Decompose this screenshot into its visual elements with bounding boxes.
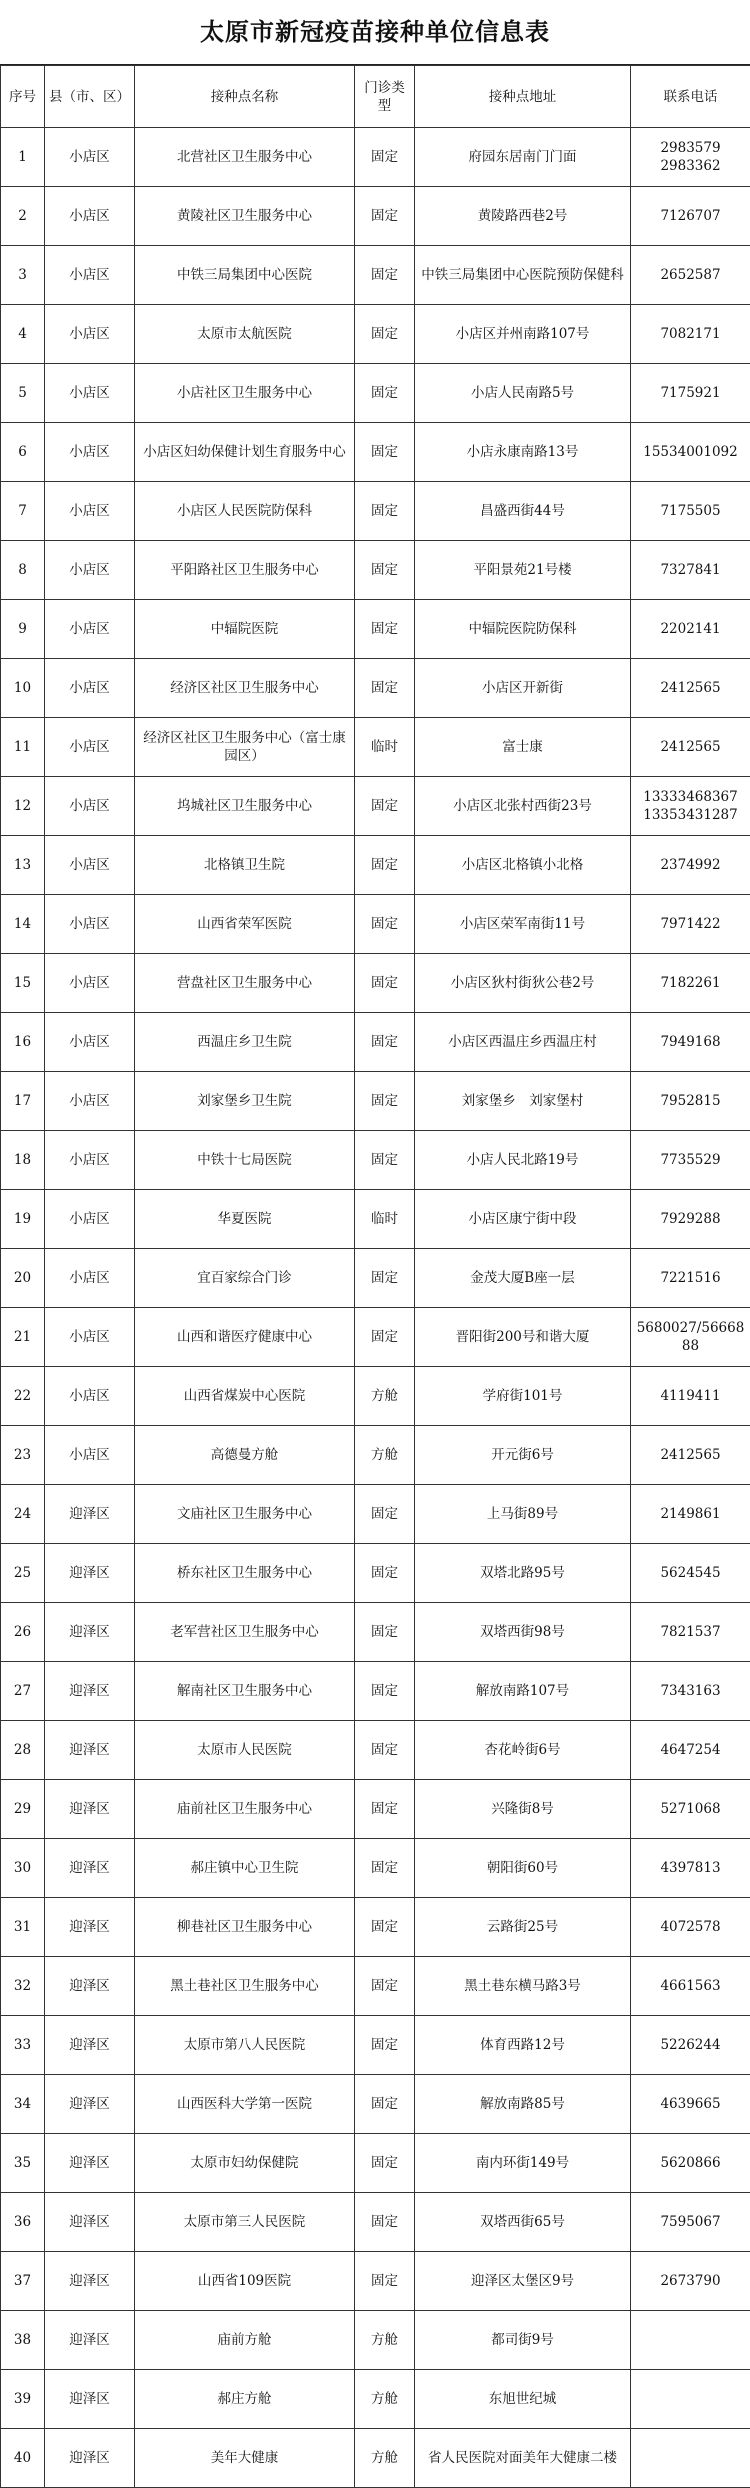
page-title: 太原市新冠疫苗接种单位信息表 — [0, 0, 750, 65]
row-district: 小店区 — [45, 364, 135, 423]
row-index: 8 — [1, 541, 45, 600]
row-index: 39 — [1, 2370, 45, 2429]
row-clinic-type: 固定 — [355, 2134, 415, 2193]
row-phone: 7949168 — [631, 1013, 750, 1072]
row-phone: 4639665 — [631, 2075, 750, 2134]
table-row — [1, 1308, 750, 1367]
row-site-name: 山西和谐医疗健康中心 — [135, 1308, 355, 1367]
table-row — [1, 2075, 750, 2134]
row-clinic-type: 固定 — [355, 1013, 415, 1072]
row-district: 迎泽区 — [45, 1544, 135, 1603]
row-phone: 7929288 — [631, 1190, 750, 1249]
row-address: 小店区北格镇小北格 — [415, 836, 631, 895]
row-phone: 7952815 — [631, 1072, 750, 1131]
row-address: 朝阳街60号 — [415, 1839, 631, 1898]
row-clinic-type: 固定 — [355, 423, 415, 482]
row-site-name: 黄陵社区卫生服务中心 — [135, 187, 355, 246]
row-address: 小店区西温庄乡西温庄村 — [415, 1013, 631, 1072]
row-index: 35 — [1, 2134, 45, 2193]
row-index: 36 — [1, 2193, 45, 2252]
row-clinic-type: 固定 — [355, 128, 415, 187]
row-clinic-type: 固定 — [355, 246, 415, 305]
row-clinic-type: 固定 — [355, 600, 415, 659]
row-site-name: 宜百家综合门诊 — [135, 1249, 355, 1308]
row-clinic-type: 固定 — [355, 1662, 415, 1721]
row-index: 24 — [1, 1485, 45, 1544]
row-site-name: 文庙社区卫生服务中心 — [135, 1485, 355, 1544]
row-clinic-type: 固定 — [355, 2075, 415, 2134]
row-phone: 7175921 — [631, 364, 750, 423]
row-phone: 13333468367 13353431287 — [631, 777, 750, 836]
table-row — [1, 1721, 750, 1780]
row-district: 小店区 — [45, 1249, 135, 1308]
row-index: 20 — [1, 1249, 45, 1308]
table-row — [1, 718, 750, 777]
row-phone: 5226244 — [631, 2016, 750, 2075]
row-clinic-type: 固定 — [355, 2193, 415, 2252]
row-address: 东旭世纪城 — [415, 2370, 631, 2429]
row-clinic-type: 临时 — [355, 1190, 415, 1249]
table-row — [1, 2193, 750, 2252]
row-district: 小店区 — [45, 895, 135, 954]
row-address: 解放南路107号 — [415, 1662, 631, 1721]
row-index: 21 — [1, 1308, 45, 1367]
row-site-name: 山西医科大学第一医院 — [135, 2075, 355, 2134]
table-row — [1, 2016, 750, 2075]
row-index: 38 — [1, 2311, 45, 2370]
row-site-name: 小店社区卫生服务中心 — [135, 364, 355, 423]
row-site-name: 北营社区卫生服务中心 — [135, 128, 355, 187]
row-district: 小店区 — [45, 659, 135, 718]
row-site-name: 太原市第八人民医院 — [135, 2016, 355, 2075]
row-clinic-type: 方舱 — [355, 1367, 415, 1426]
row-clinic-type: 固定 — [355, 1072, 415, 1131]
row-address: 小店区开新街 — [415, 659, 631, 718]
row-site-name: 经济区社区卫生服务中心 — [135, 659, 355, 718]
row-index: 9 — [1, 600, 45, 659]
row-site-name: 山西省荣军医院 — [135, 895, 355, 954]
row-address: 富士康 — [415, 718, 631, 777]
row-index: 4 — [1, 305, 45, 364]
row-address: 黄陵路西巷2号 — [415, 187, 631, 246]
row-site-name: 经济区社区卫生服务中心（富士康园区） — [135, 718, 355, 777]
row-index: 19 — [1, 1190, 45, 1249]
row-clinic-type: 固定 — [355, 659, 415, 718]
row-district: 小店区 — [45, 718, 135, 777]
row-district: 迎泽区 — [45, 2193, 135, 2252]
table-row — [1, 1603, 750, 1662]
row-clinic-type: 固定 — [355, 541, 415, 600]
row-phone: 2374992 — [631, 836, 750, 895]
row-phone: 2202141 — [631, 600, 750, 659]
row-site-name: 中铁三局集团中心医院 — [135, 246, 355, 305]
table-row — [1, 777, 750, 836]
row-district: 迎泽区 — [45, 1957, 135, 2016]
header-clinic-type: 门诊类型 — [355, 66, 415, 128]
table-body — [1, 128, 750, 2488]
header-district: 县（市、区） — [45, 66, 135, 128]
table-row — [1, 128, 750, 187]
row-district: 迎泽区 — [45, 2311, 135, 2370]
row-clinic-type: 临时 — [355, 718, 415, 777]
row-phone — [631, 2311, 750, 2370]
table-row — [1, 1367, 750, 1426]
row-index: 16 — [1, 1013, 45, 1072]
row-phone: 2983579 2983362 — [631, 128, 750, 187]
table-row — [1, 541, 750, 600]
row-address: 晋阳街200号和谐大厦 — [415, 1308, 631, 1367]
row-district: 迎泽区 — [45, 2370, 135, 2429]
row-district: 小店区 — [45, 541, 135, 600]
row-address: 黑土巷东横马路3号 — [415, 1957, 631, 2016]
row-phone: 4661563 — [631, 1957, 750, 2016]
table-row — [1, 1072, 750, 1131]
row-district: 小店区 — [45, 305, 135, 364]
row-address: 杏花岭街6号 — [415, 1721, 631, 1780]
header-index: 序号 — [1, 66, 45, 128]
row-clinic-type: 固定 — [355, 187, 415, 246]
row-index: 18 — [1, 1131, 45, 1190]
row-clinic-type: 固定 — [355, 305, 415, 364]
row-index: 11 — [1, 718, 45, 777]
row-index: 5 — [1, 364, 45, 423]
row-site-name: 华夏医院 — [135, 1190, 355, 1249]
row-address: 都司街9号 — [415, 2311, 631, 2370]
row-district: 小店区 — [45, 1013, 135, 1072]
table-row — [1, 1426, 750, 1485]
table-row — [1, 836, 750, 895]
row-site-name: 黑土巷社区卫生服务中心 — [135, 1957, 355, 2016]
row-address: 开元街6号 — [415, 1426, 631, 1485]
row-district: 迎泽区 — [45, 2016, 135, 2075]
header-site-name: 接种点名称 — [135, 66, 355, 128]
row-district: 迎泽区 — [45, 1721, 135, 1780]
row-index: 14 — [1, 895, 45, 954]
row-district: 小店区 — [45, 1190, 135, 1249]
row-clinic-type: 固定 — [355, 482, 415, 541]
row-index: 37 — [1, 2252, 45, 2311]
row-phone — [631, 2429, 750, 2488]
row-clinic-type: 固定 — [355, 1839, 415, 1898]
table-row — [1, 1780, 750, 1839]
table-row — [1, 1544, 750, 1603]
row-phone: 2412565 — [631, 659, 750, 718]
row-phone: 4397813 — [631, 1839, 750, 1898]
row-address: 中辐院医院防保科 — [415, 600, 631, 659]
table-row — [1, 246, 750, 305]
row-index: 32 — [1, 1957, 45, 2016]
row-index: 25 — [1, 1544, 45, 1603]
row-district: 迎泽区 — [45, 2252, 135, 2311]
row-index: 17 — [1, 1072, 45, 1131]
header-phone: 联系电话 — [631, 66, 750, 128]
table-row — [1, 659, 750, 718]
table-row — [1, 364, 750, 423]
row-clinic-type: 固定 — [355, 1780, 415, 1839]
row-index: 40 — [1, 2429, 45, 2488]
row-site-name: 郝庄镇中心卫生院 — [135, 1839, 355, 1898]
row-phone: 5624545 — [631, 1544, 750, 1603]
table-row — [1, 1898, 750, 1957]
header-address: 接种点地址 — [415, 66, 631, 128]
row-phone: 4119411 — [631, 1367, 750, 1426]
table-row — [1, 2134, 750, 2193]
row-index: 33 — [1, 2016, 45, 2075]
row-site-name: 小店区人民医院防保科 — [135, 482, 355, 541]
row-site-name: 太原市第三人民医院 — [135, 2193, 355, 2252]
row-address: 双塔北路95号 — [415, 1544, 631, 1603]
table-row — [1, 1485, 750, 1544]
row-district: 迎泽区 — [45, 2075, 135, 2134]
row-district: 小店区 — [45, 1367, 135, 1426]
row-clinic-type: 固定 — [355, 1603, 415, 1662]
row-site-name: 解南社区卫生服务中心 — [135, 1662, 355, 1721]
row-clinic-type: 固定 — [355, 1898, 415, 1957]
row-site-name: 美年大健康 — [135, 2429, 355, 2488]
row-phone: 5680027/5666888 — [631, 1308, 750, 1367]
row-site-name: 郝庄方舱 — [135, 2370, 355, 2429]
row-address: 小店区狄村街狄公巷2号 — [415, 954, 631, 1013]
row-phone: 4647254 — [631, 1721, 750, 1780]
row-index: 15 — [1, 954, 45, 1013]
row-address: 解放南路85号 — [415, 2075, 631, 2134]
row-phone: 7175505 — [631, 482, 750, 541]
row-phone: 2652587 — [631, 246, 750, 305]
row-index: 13 — [1, 836, 45, 895]
row-clinic-type: 方舱 — [355, 1426, 415, 1485]
row-phone: 5271068 — [631, 1780, 750, 1839]
row-address: 省人民医院对面美年大健康二楼 — [415, 2429, 631, 2488]
row-district: 迎泽区 — [45, 1662, 135, 1721]
row-site-name: 山西省煤炭中心医院 — [135, 1367, 355, 1426]
row-address: 昌盛西街44号 — [415, 482, 631, 541]
row-clinic-type: 方舱 — [355, 2370, 415, 2429]
row-district: 迎泽区 — [45, 1485, 135, 1544]
row-site-name: 太原市人民医院 — [135, 1721, 355, 1780]
row-address: 金茂大厦B座一层 — [415, 1249, 631, 1308]
row-phone: 4072578 — [631, 1898, 750, 1957]
row-district: 小店区 — [45, 954, 135, 1013]
table-row — [1, 895, 750, 954]
row-index: 34 — [1, 2075, 45, 2134]
row-address: 小店永康南路13号 — [415, 423, 631, 482]
row-address: 上马街89号 — [415, 1485, 631, 1544]
row-site-name: 坞城社区卫生服务中心 — [135, 777, 355, 836]
row-address: 小店区并州南路107号 — [415, 305, 631, 364]
row-district: 迎泽区 — [45, 1898, 135, 1957]
table-row — [1, 1190, 750, 1249]
row-clinic-type: 方舱 — [355, 2311, 415, 2370]
row-phone: 7126707 — [631, 187, 750, 246]
row-district: 小店区 — [45, 1072, 135, 1131]
row-index: 2 — [1, 187, 45, 246]
row-district: 小店区 — [45, 246, 135, 305]
row-site-name: 中辐院医院 — [135, 600, 355, 659]
row-district: 迎泽区 — [45, 1839, 135, 1898]
row-district: 小店区 — [45, 128, 135, 187]
row-phone — [631, 2370, 750, 2429]
table-row — [1, 187, 750, 246]
row-clinic-type: 固定 — [355, 1721, 415, 1780]
row-index: 3 — [1, 246, 45, 305]
row-address: 小店区荣军南街11号 — [415, 895, 631, 954]
row-clinic-type: 固定 — [355, 1485, 415, 1544]
row-address: 刘家堡乡 刘家堡村 — [415, 1072, 631, 1131]
row-district: 小店区 — [45, 423, 135, 482]
row-phone: 7735529 — [631, 1131, 750, 1190]
row-site-name: 刘家堡乡卫生院 — [135, 1072, 355, 1131]
row-index: 26 — [1, 1603, 45, 1662]
row-address: 平阳景苑21号楼 — [415, 541, 631, 600]
row-clinic-type: 固定 — [355, 895, 415, 954]
row-phone: 7182261 — [631, 954, 750, 1013]
row-district: 小店区 — [45, 836, 135, 895]
row-clinic-type: 固定 — [355, 364, 415, 423]
row-address: 南内环街149号 — [415, 2134, 631, 2193]
table-row — [1, 482, 750, 541]
table-row — [1, 1957, 750, 2016]
row-address: 小店人民南路5号 — [415, 364, 631, 423]
table-row — [1, 2311, 750, 2370]
row-site-name: 老军营社区卫生服务中心 — [135, 1603, 355, 1662]
row-address: 学府街101号 — [415, 1367, 631, 1426]
table-row — [1, 423, 750, 482]
row-district: 小店区 — [45, 187, 135, 246]
row-phone: 7221516 — [631, 1249, 750, 1308]
row-phone: 2412565 — [631, 718, 750, 777]
row-address: 小店人民北路19号 — [415, 1131, 631, 1190]
row-district: 小店区 — [45, 1131, 135, 1190]
row-phone: 7971422 — [631, 895, 750, 954]
row-district: 迎泽区 — [45, 1780, 135, 1839]
row-phone: 2412565 — [631, 1426, 750, 1485]
row-site-name: 柳巷社区卫生服务中心 — [135, 1898, 355, 1957]
table-row — [1, 1662, 750, 1721]
row-phone: 7343163 — [631, 1662, 750, 1721]
row-district: 小店区 — [45, 600, 135, 659]
table-row — [1, 1839, 750, 1898]
row-index: 28 — [1, 1721, 45, 1780]
row-clinic-type: 固定 — [355, 836, 415, 895]
row-district: 迎泽区 — [45, 1603, 135, 1662]
row-site-name: 庙前方舱 — [135, 2311, 355, 2370]
row-index: 27 — [1, 1662, 45, 1721]
row-address: 双塔西街98号 — [415, 1603, 631, 1662]
row-site-name: 平阳路社区卫生服务中心 — [135, 541, 355, 600]
row-site-name: 北格镇卫生院 — [135, 836, 355, 895]
row-district: 小店区 — [45, 777, 135, 836]
table-row — [1, 1131, 750, 1190]
row-site-name: 太原市太航医院 — [135, 305, 355, 364]
row-clinic-type: 固定 — [355, 1308, 415, 1367]
row-clinic-type: 固定 — [355, 2252, 415, 2311]
row-address: 中铁三局集团中心医院预防保健科 — [415, 246, 631, 305]
row-address: 双塔西街65号 — [415, 2193, 631, 2252]
row-address: 小店区康宁街中段 — [415, 1190, 631, 1249]
row-address: 云路街25号 — [415, 1898, 631, 1957]
row-site-name: 中铁十七局医院 — [135, 1131, 355, 1190]
table-row — [1, 954, 750, 1013]
row-phone: 15534001092 — [631, 423, 750, 482]
table-row — [1, 2252, 750, 2311]
row-site-name: 庙前社区卫生服务中心 — [135, 1780, 355, 1839]
row-index: 22 — [1, 1367, 45, 1426]
row-district: 迎泽区 — [45, 2429, 135, 2488]
row-site-name: 高德曼方舱 — [135, 1426, 355, 1485]
row-index: 23 — [1, 1426, 45, 1485]
row-site-name: 桥东社区卫生服务中心 — [135, 1544, 355, 1603]
row-address: 迎泽区太堡区9号 — [415, 2252, 631, 2311]
row-district: 迎泽区 — [45, 2134, 135, 2193]
row-site-name: 小店区妇幼保健计划生育服务中心 — [135, 423, 355, 482]
row-index: 31 — [1, 1898, 45, 1957]
row-index: 1 — [1, 128, 45, 187]
row-phone: 7327841 — [631, 541, 750, 600]
row-address: 体育西路12号 — [415, 2016, 631, 2075]
row-index: 10 — [1, 659, 45, 718]
row-site-name: 太原市妇幼保健院 — [135, 2134, 355, 2193]
row-index: 12 — [1, 777, 45, 836]
sites-table — [0, 65, 750, 2488]
row-phone: 7821537 — [631, 1603, 750, 1662]
row-phone: 7595067 — [631, 2193, 750, 2252]
row-clinic-type: 固定 — [355, 2016, 415, 2075]
row-phone: 7082171 — [631, 305, 750, 364]
table-row — [1, 1249, 750, 1308]
row-clinic-type: 固定 — [355, 1249, 415, 1308]
table-row — [1, 600, 750, 659]
row-clinic-type: 固定 — [355, 954, 415, 1013]
row-clinic-type: 固定 — [355, 1957, 415, 2016]
row-phone: 5620866 — [631, 2134, 750, 2193]
row-site-name: 山西省109医院 — [135, 2252, 355, 2311]
row-address: 府园东居南门门面 — [415, 128, 631, 187]
row-clinic-type: 方舱 — [355, 2429, 415, 2488]
row-index: 29 — [1, 1780, 45, 1839]
row-address: 兴隆街8号 — [415, 1780, 631, 1839]
row-index: 30 — [1, 1839, 45, 1898]
row-phone: 2149861 — [631, 1485, 750, 1544]
row-index: 7 — [1, 482, 45, 541]
row-index: 6 — [1, 423, 45, 482]
row-clinic-type: 固定 — [355, 777, 415, 836]
row-address: 小店区北张村西街23号 — [415, 777, 631, 836]
row-site-name: 西温庄乡卫生院 — [135, 1013, 355, 1072]
table-row — [1, 305, 750, 364]
row-site-name: 营盘社区卫生服务中心 — [135, 954, 355, 1013]
table-row — [1, 1013, 750, 1072]
row-clinic-type: 固定 — [355, 1131, 415, 1190]
row-phone: 2673790 — [631, 2252, 750, 2311]
row-district: 小店区 — [45, 482, 135, 541]
row-district: 小店区 — [45, 1426, 135, 1485]
table-row — [1, 2370, 750, 2429]
row-clinic-type: 固定 — [355, 1544, 415, 1603]
table-row — [1, 2429, 750, 2488]
header-row — [1, 66, 750, 128]
row-district: 小店区 — [45, 1308, 135, 1367]
